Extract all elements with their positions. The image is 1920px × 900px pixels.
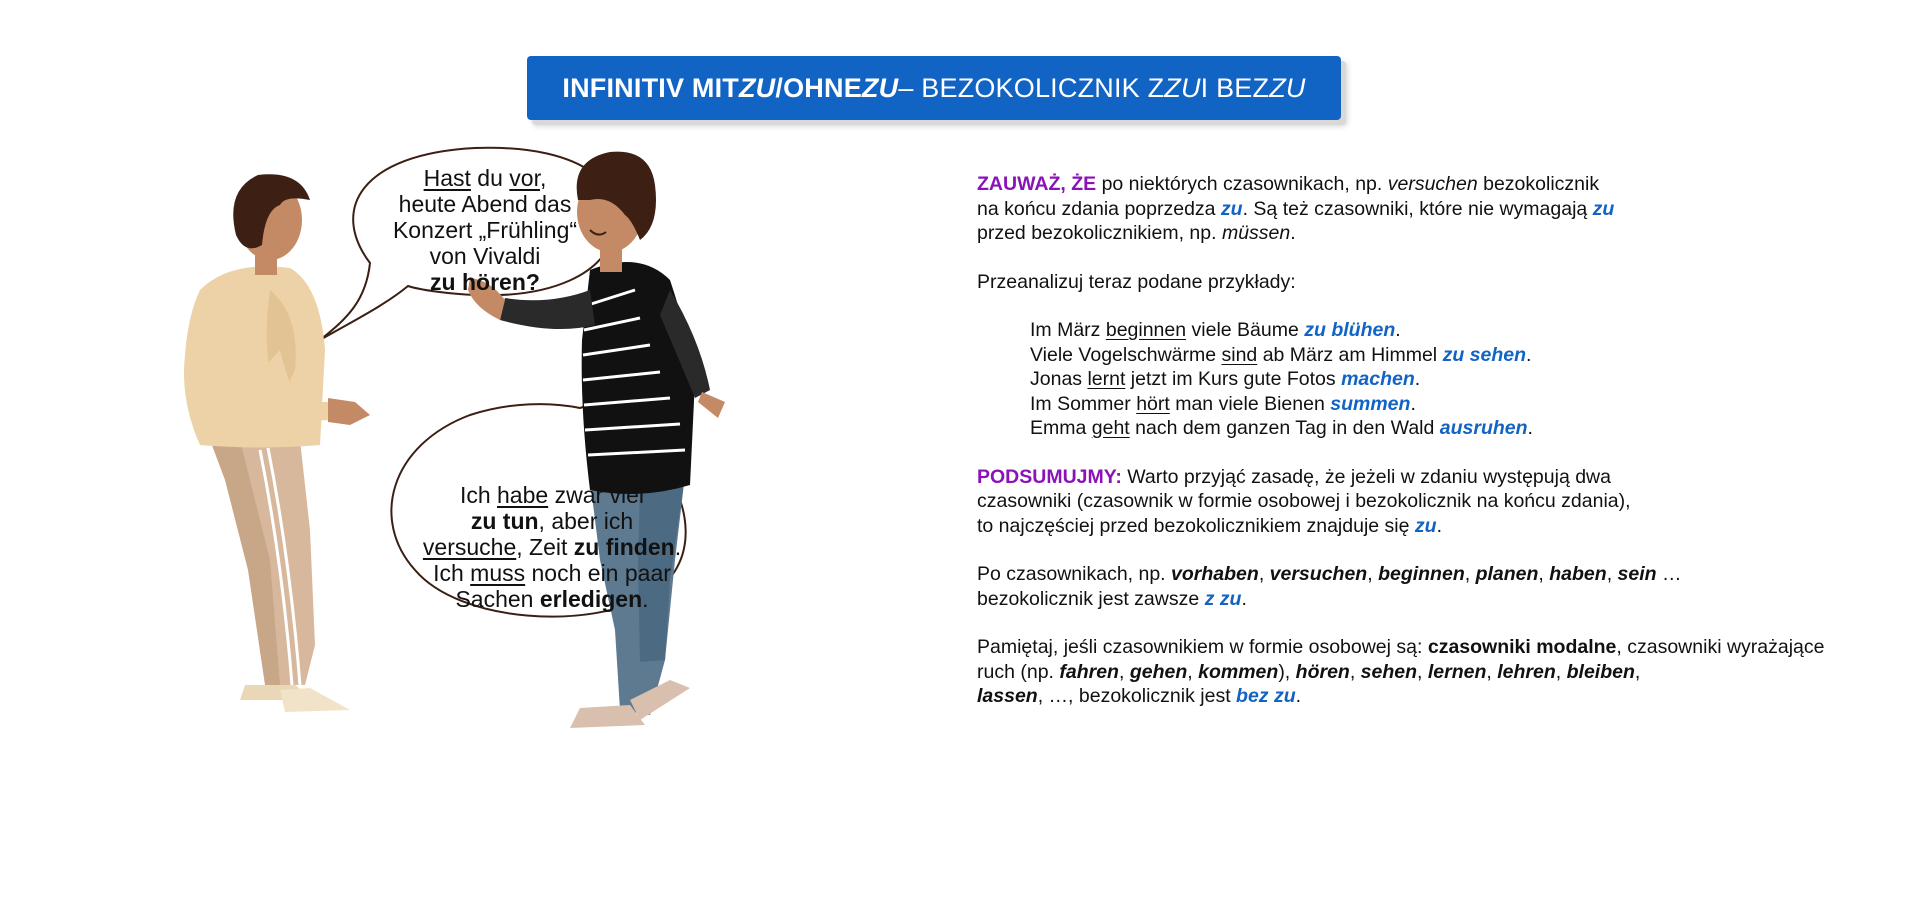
bubble-word: .	[642, 586, 649, 612]
separator: ,	[1349, 660, 1361, 683]
note-text: na końcu zdania poprzedza	[977, 197, 1221, 220]
bubble-word: Ich	[433, 560, 471, 586]
note-text: .	[1290, 222, 1296, 244]
keyword-label: PODSUMUJMY:	[977, 465, 1122, 488]
zu-marker: bez zu	[1236, 685, 1296, 707]
example-text: Jonas	[1030, 368, 1088, 390]
separator: ,	[1118, 660, 1130, 683]
bubble-line: zu hören?	[430, 269, 540, 295]
verb-bold-italic: fahren	[1059, 660, 1119, 683]
separator: ,	[1258, 563, 1270, 585]
verb-bold-italic: vorhaben	[1171, 563, 1259, 585]
separator: ,	[1464, 563, 1476, 585]
verb-bold-italic: sein	[1617, 563, 1657, 585]
verb-italic: versuchen	[1387, 173, 1478, 195]
note-text: to najczęściej przed bezokolicznikiem znajduje się	[977, 514, 1415, 537]
zu-marker: zu	[1414, 514, 1437, 537]
separator: ,	[1634, 660, 1641, 683]
example-text: ab März am Himmel	[1257, 343, 1443, 366]
bubble-line: Konzert „Frühling“	[392, 217, 578, 243]
bubble-word: zwar viel	[548, 482, 645, 508]
title-part: I BEZ	[1200, 72, 1270, 103]
note-text: , …, bezokolicznik jest	[1037, 685, 1237, 707]
example-text: nach dem ganzen Tag in den Wald	[1129, 417, 1440, 439]
bubble-left-text	[365, 165, 605, 295]
bubble-word: Ich	[459, 482, 498, 508]
example-sentence	[977, 343, 1877, 368]
example-text: .	[1527, 417, 1533, 439]
underlined-verb: geht	[1091, 417, 1130, 439]
verb-bold-italic: sehen	[1360, 660, 1418, 683]
note-text: przed bezokolicznikiem, np.	[977, 222, 1222, 244]
note-text: .	[1436, 514, 1442, 537]
bubble-word: , aber ich	[538, 508, 634, 534]
bubble-line: von Vivaldi	[429, 243, 541, 269]
note-text: , czasowniki wyrażające	[1616, 636, 1825, 658]
note-text: bezokolicznik	[1477, 173, 1600, 195]
note-text: Po czasownikach, np.	[977, 563, 1172, 585]
bold-infinitive: zu tun	[470, 508, 539, 534]
bubble-right-text	[392, 482, 712, 612]
title-part: ZU	[1164, 72, 1201, 103]
example-text: .	[1526, 343, 1532, 366]
underlined-verb: hört	[1136, 392, 1170, 415]
bold-infinitive: erledigen	[539, 586, 643, 612]
note-text: …	[1656, 563, 1682, 585]
separator: ,	[1417, 660, 1428, 683]
underlined-verb: sind	[1221, 343, 1258, 366]
woman-figure	[184, 174, 370, 712]
example-text: viele Bäume	[1186, 319, 1305, 341]
verb-italic: müssen	[1221, 222, 1291, 244]
bubble-word: Sachen	[455, 586, 540, 612]
keyword-label: ZAUWAŻ, ŻE	[977, 173, 1097, 195]
separator: ,	[1187, 660, 1199, 683]
title-part: ZU	[738, 72, 776, 103]
note-text: bezokolicznik jest zawsze	[977, 587, 1205, 610]
zu-marker: zu	[1592, 197, 1615, 220]
note-text: ),	[1278, 660, 1296, 683]
title-part: INFINITIV MIT	[562, 72, 739, 103]
underlined-verb: Hast	[423, 165, 471, 191]
bubble-word: du	[470, 165, 510, 191]
example-text: Viele Vogelschwärme	[1030, 343, 1222, 366]
separator: ,	[1538, 563, 1550, 585]
infinitive-highlight: zu sehen	[1442, 343, 1526, 366]
separator: ,	[1367, 563, 1379, 585]
note-verbs-without-zu	[977, 635, 1877, 709]
underlined-verb: lernt	[1087, 368, 1126, 390]
verb-bold-italic: lernen	[1427, 660, 1487, 683]
example-sentence	[977, 367, 1877, 392]
title-banner	[527, 56, 1341, 120]
example-text: Emma	[1030, 417, 1092, 439]
verb-bold-italic: lehren	[1497, 660, 1556, 683]
bubble-word: noch ein paar	[525, 560, 671, 586]
separator: ,	[1606, 563, 1618, 585]
note-text: ruch (np.	[977, 660, 1060, 683]
verb-bold-italic: bleiben	[1566, 660, 1635, 683]
zu-marker: z zu	[1204, 587, 1242, 610]
zu-marker: zu	[1220, 197, 1243, 220]
note-observe	[977, 172, 1877, 246]
verb-bold-italic: lassen	[977, 685, 1038, 707]
note-text: po niektórych czasownikach, np.	[1096, 173, 1388, 195]
verb-bold-italic: versuchen	[1269, 563, 1368, 585]
example-text: .	[1395, 319, 1401, 341]
example-text: Im März	[1030, 319, 1106, 341]
underlined-verb: beginnen	[1105, 319, 1187, 341]
conversation-illustration	[170, 140, 890, 860]
example-text: man viele Bienen	[1169, 392, 1331, 415]
separator: ,	[1486, 660, 1498, 683]
title-part: ZU	[861, 72, 899, 103]
underlined-verb: habe	[497, 482, 549, 508]
bubble-word: .	[674, 534, 682, 560]
separator: ,	[1555, 660, 1567, 683]
title-part: – BEZOKOLICZNIK Z	[898, 72, 1165, 103]
verb-bold-italic: kommen	[1198, 660, 1279, 683]
underlined-verb: vor	[509, 165, 540, 191]
underlined-verb: muss	[470, 560, 526, 586]
note-text: Warto przyjąć zasadę, że jeżeli w zdaniu występują dwa	[1121, 465, 1611, 488]
underlined-verb: versuche	[422, 534, 517, 560]
note-text: .	[1241, 587, 1247, 610]
example-text: .	[1410, 392, 1416, 415]
grammar-notes	[977, 172, 1877, 709]
example-text: jetzt im Kurs gute Fotos	[1125, 368, 1342, 390]
title-part: /OHNE	[775, 72, 862, 103]
note-text: Pamiętaj, jeśli czasownikiem w formie osobowej są:	[977, 636, 1428, 658]
verb-bold-italic: gehen	[1129, 660, 1188, 683]
example-text: Im Sommer	[1030, 392, 1137, 415]
infinitive-highlight: summen	[1330, 392, 1411, 415]
verb-bold-italic: planen	[1475, 563, 1539, 585]
note-text: . Są też czasowniki, które nie wymagają	[1242, 197, 1593, 220]
bubble-word: , Zeit	[516, 534, 574, 560]
verb-bold-italic: haben	[1549, 563, 1607, 585]
example-list	[977, 318, 1877, 441]
example-sentence	[977, 392, 1877, 417]
bubble-word: ,	[539, 165, 547, 191]
example-sentence	[977, 416, 1877, 441]
bold-term: czasowniki modalne	[1427, 636, 1617, 658]
note-verbs-with-zu	[977, 562, 1877, 611]
bubble-line: heute Abend das	[398, 191, 572, 217]
infinitive-highlight: zu blühen	[1304, 319, 1396, 341]
title-part: ZU	[1269, 72, 1306, 103]
example-text: .	[1414, 368, 1421, 390]
note-text: .	[1295, 685, 1302, 707]
bold-infinitive: zu finden	[573, 534, 675, 560]
note-analyze: Przeanalizuj teraz podane przykłady:	[977, 270, 1296, 293]
infinitive-highlight: ausruhen	[1439, 417, 1528, 439]
note-summary	[977, 465, 1877, 539]
note-text: czasowniki (czasownik w formie osobowej i bezokolicznik na końcu zdania),	[977, 490, 1631, 512]
infinitive-highlight: machen	[1341, 368, 1415, 390]
example-sentence	[977, 318, 1877, 343]
verb-bold-italic: beginnen	[1378, 563, 1465, 585]
verb-bold-italic: hören	[1295, 660, 1350, 683]
